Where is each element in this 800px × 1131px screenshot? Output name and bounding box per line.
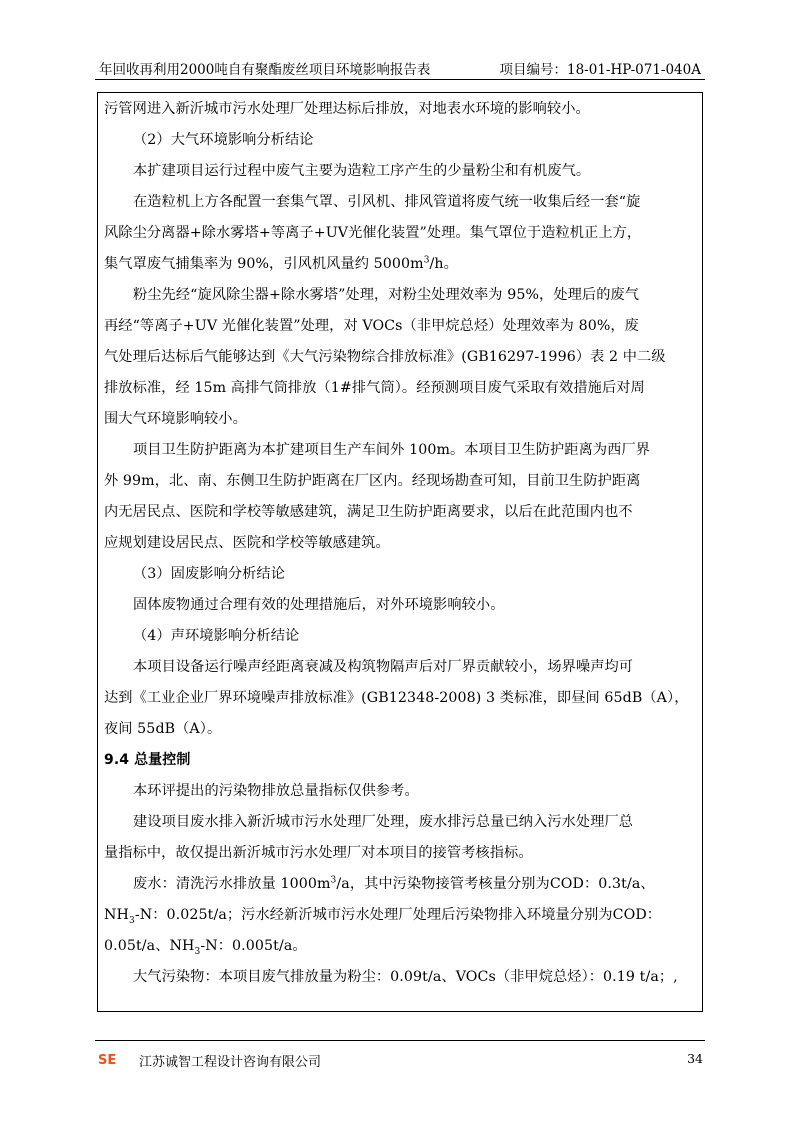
body-line: 围大气环境影响较小。 (104, 411, 247, 427)
section-heading-total-control: 9.4 总量控制 (104, 752, 191, 768)
body-line: 排放标准，经 15m 高排气筒排放（1#排气筒）。经预测项目废气采取有效措施后对周 (104, 380, 645, 396)
body-line: 夜间 55dB（A）。 (104, 721, 222, 737)
footer-rule (95, 1040, 705, 1041)
body-line: 污管网进入新沂城市污水处理厂处理达标后排放，对地表水环境的影响较小。 (104, 101, 590, 117)
body-line: 本环评提出的污染物排放总量指标仅供参考。 (133, 783, 419, 799)
body-line: 内无居民点、医院和学校等敏感建筑，满足卫生防护距离要求，以后在此范围内也不 (104, 504, 633, 520)
body-line: 应规划建设居民点、医院和学校等敏感建筑。 (104, 535, 390, 551)
company-logo-icon (97, 1052, 125, 1066)
body-line: 在造粒机上方各配置一套集气罩、引风机、排风管道将废气统一收集后经一套“旋 (133, 194, 641, 210)
body-line: 再经“等离子+UV 光催化装置”处理，对 VOCs（非甲烷总烃）处理效率为 80%，废 (104, 318, 639, 334)
report-title: 年回收再利用2000吨自有聚酯废丝项目环境影响报告表 (99, 62, 431, 78)
body-line: 量指标中，故仅提出新沂城市污水处理厂对本项目的接管考核指标。 (104, 845, 533, 861)
company-name: 江苏诚智工程设计咨询有限公司 (139, 1055, 322, 1070)
body-line: 0.05t/a、$NH_3-N$：0.005t/a。 (104, 938, 307, 957)
section-heading-noise: （4）声环境影响分析结论 (133, 628, 300, 644)
body-line: 大气污染物：本项目废气排放量为粉尘：0.09t/a、VOCs（非甲烷总烃）：0.19 t/a；, (133, 969, 678, 985)
page-header (95, 58, 705, 80)
body-line: 本扩建项目运行过程中废气主要为造粒工序产生的少量粉尘和有机废气。 (133, 163, 591, 179)
body-line: 外 99m，北、南、东侧卫生防护距离在厂区内。经现场勘查可知，目前卫生防护距离 (104, 473, 641, 489)
document-body (104, 94, 704, 993)
svg-text:SE: SE (98, 1053, 117, 1066)
body-line: 废水：清洗污水排放量 $1000m^3/a$，其中污染物接管考核量分别为COD：0.3t/a、 (133, 875, 655, 892)
body-line: 固体废物通过合理有效的处理措施后，对外环境影响较小。 (133, 597, 505, 613)
section-heading-solid-waste: （3）固废影响分析结论 (133, 566, 286, 582)
body-line: 集气罩废气捕集率为 90%，引风机风量约 $5000m^3/h$。 (104, 255, 458, 272)
body-line: 项目卫生防护距离为本扩建项目生产车间外 100m。本项目卫生防护距离为西厂界 (133, 442, 651, 458)
page-footer (95, 1050, 705, 1074)
project-number: 项目编号：18-01-HP-071-040A (499, 62, 701, 78)
body-line: 气处理后达标后气能够达到《大气污染物综合排放标准》(GB16297-1996）表 2 中二级 (104, 349, 666, 365)
body-line: 本项目设备运行噪声经距离衰减及构筑物隔声后对厂界贡献较小，场界噪声均可 (133, 659, 634, 675)
header-rule (95, 79, 705, 80)
body-line: 达到《工业企业厂界环境噪声排放标准》(GB12348-2008) 3 类标准，即昼间 65dB（A）， (104, 690, 689, 706)
page-number: 34 (687, 1051, 703, 1066)
body-line: $NH_3-N$：0.025t/a；污水经新沂城市污水处理厂处理后污染物排入环境量分别为COD： (104, 907, 662, 926)
body-line: 风除尘分离器+除水雾塔+等离子+UV光催化装置”处理。集气罩位于造粒机正上方， (104, 225, 642, 241)
body-line: 建设项目废水排入新沂城市污水处理厂处理，废水排污总量已纳入污水处理厂总 (133, 814, 634, 830)
body-line: 粉尘先经“旋风除尘器+除水雾塔”处理，对粉尘处理效率为 95%，处理后的废气 (133, 287, 640, 303)
section-heading-air: （2）大气环境影响分析结论 (133, 132, 314, 148)
